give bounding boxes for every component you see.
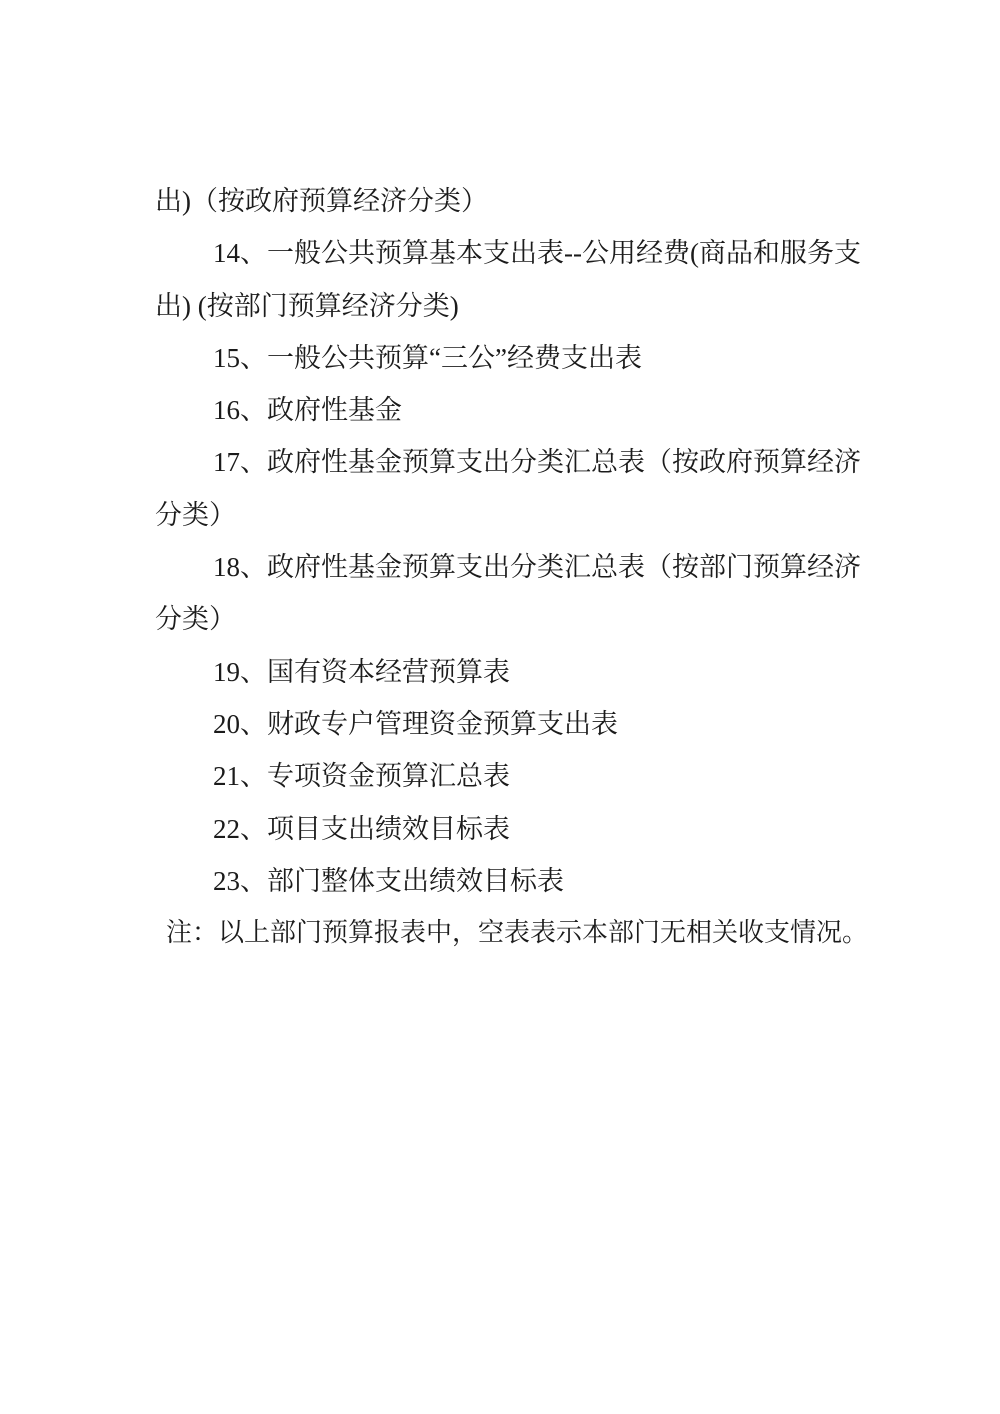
document-line: 18、政府性基金预算支出分类汇总表（按部门预算经济 (213, 552, 861, 583)
document-line: 17、政府性基金预算支出分类汇总表（按政府预算经济 (213, 447, 861, 478)
document-line: 20、财政专户管理资金预算支出表 (213, 708, 618, 739)
document-line: 14、一般公共预算基本支出表--公用经费(商品和服务支 (213, 238, 861, 269)
document-line: 出) (按部门预算经济分类) (155, 290, 459, 321)
document-line: 出)（按政府预算经济分类） (155, 186, 488, 216)
document-line: 22、项目支出绩效目标表 (213, 813, 510, 844)
footnote-line: 注：以上部门预算报表中，空表表示本部门无相关收支情况。 (166, 918, 869, 948)
document-line: 分类） (155, 499, 236, 530)
text-block (155, 175, 871, 959)
budget-table-list (155, 175, 871, 907)
document-line: 19、国有资本经营预算表 (213, 656, 510, 687)
document-line: 23、部门整体支出绩效目标表 (213, 865, 564, 896)
document-line: 15、一般公共预算“三公”经费支出表 (213, 342, 642, 373)
document-line: 16、政府性基金 (213, 395, 402, 426)
document-line: 分类） (155, 604, 236, 635)
document-line: 21、专项资金预算汇总表 (213, 761, 510, 792)
